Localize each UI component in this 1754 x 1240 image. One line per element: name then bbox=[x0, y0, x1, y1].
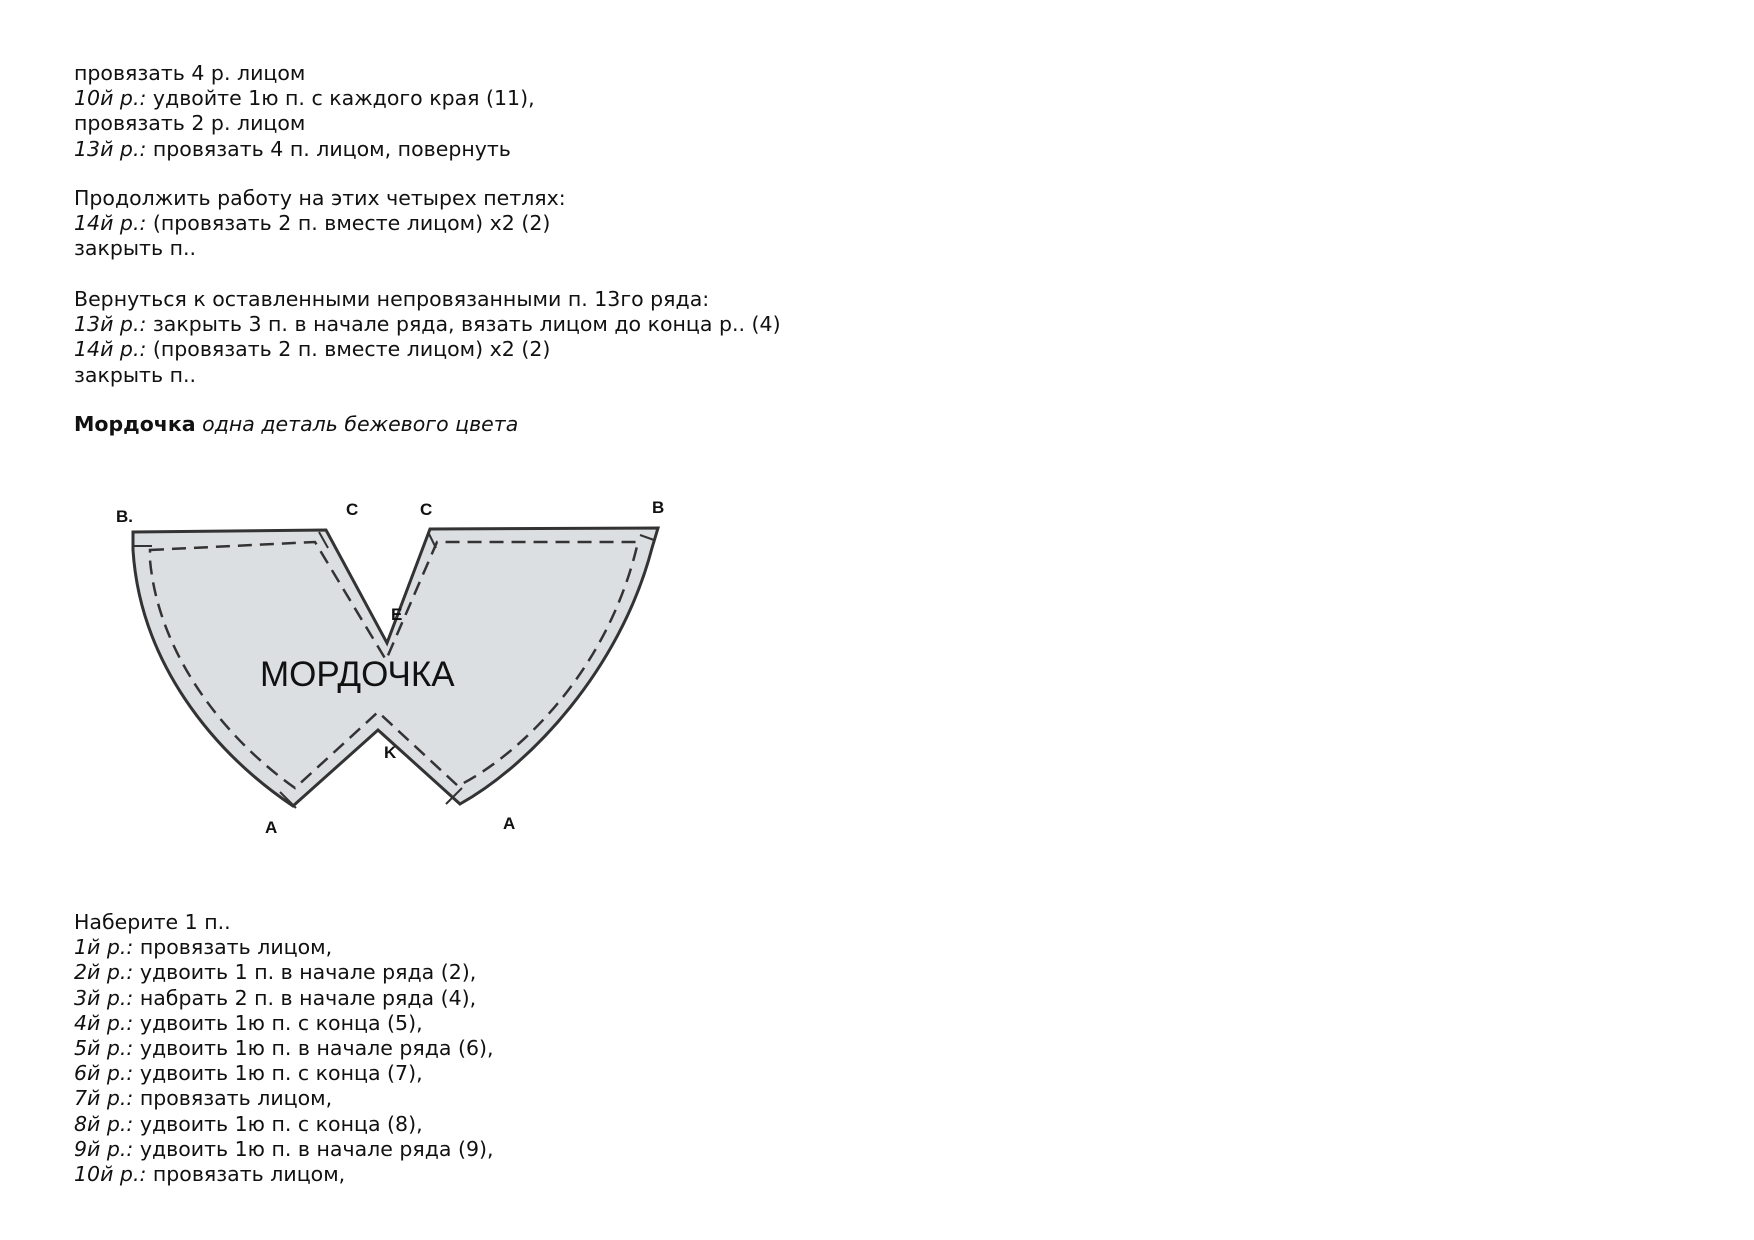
instruction-line bbox=[74, 960, 494, 985]
row-text: закрыть п.. bbox=[74, 236, 197, 261]
instructions-block-4 bbox=[74, 910, 494, 1187]
row-text: провязать 4 р. лицом bbox=[74, 61, 306, 85]
row-lead: 13й р.: bbox=[74, 136, 147, 161]
instruction-line bbox=[74, 337, 781, 362]
heading-title: Мордочка bbox=[74, 412, 196, 436]
row-text: Продолжить работу на этих четырех петлях: bbox=[74, 186, 566, 210]
instruction-line bbox=[74, 61, 535, 86]
row-text: закрыть п.. bbox=[74, 362, 197, 387]
instruction-line bbox=[74, 312, 781, 337]
instruction-line bbox=[74, 137, 535, 162]
row-text: удвоить 1ю п. в начале ряда (9), bbox=[133, 1136, 494, 1161]
row-text: Наберите 1 п.. bbox=[74, 910, 231, 934]
point-label-c-right: C bbox=[420, 500, 433, 519]
instruction-line bbox=[74, 236, 566, 261]
row-lead: 1й р.: bbox=[74, 935, 134, 960]
row-text: провязать лицом, bbox=[146, 1161, 346, 1186]
row-lead: 13й р.: bbox=[74, 312, 147, 337]
row-text: удвоить 1 п. в начале ряда (2), bbox=[133, 960, 477, 985]
instruction-line bbox=[74, 1036, 494, 1061]
row-lead: 10й р.: bbox=[74, 86, 147, 111]
instructions-block-3 bbox=[74, 287, 781, 388]
row-text: удвоить 1ю п. с конца (7), bbox=[133, 1061, 423, 1086]
instruction-line bbox=[74, 910, 494, 935]
section-heading bbox=[74, 412, 518, 437]
row-text: провязать лицом, bbox=[133, 1086, 333, 1111]
point-label-a-left: A bbox=[265, 818, 278, 837]
instruction-line bbox=[74, 186, 566, 211]
row-lead: 14й р.: bbox=[74, 211, 147, 236]
row-lead: 10й р.: bbox=[74, 1161, 147, 1186]
row-text: удвоить 1ю п. в начале ряда (6), bbox=[133, 1035, 494, 1060]
instruction-line bbox=[74, 1011, 494, 1036]
instruction-line bbox=[74, 86, 535, 111]
piece-label: МОРДОЧКА bbox=[260, 655, 455, 694]
row-text: провязать 4 п. лицом, повернуть bbox=[146, 136, 511, 161]
row-text: Вернуться к оставленными непровязанными п. 13го ряда: bbox=[74, 287, 710, 311]
instruction-line bbox=[74, 1061, 494, 1086]
row-text: удвоить 1ю п. с конца (8), bbox=[133, 1111, 423, 1136]
instructions-block-1 bbox=[74, 61, 535, 162]
heading-subtitle: одна деталь бежевого цвета bbox=[202, 412, 519, 436]
row-lead: 9й р.: bbox=[74, 1136, 134, 1161]
pattern-diagram bbox=[100, 490, 700, 860]
row-text: провязать лицом, bbox=[133, 935, 333, 960]
instruction-line bbox=[74, 1137, 494, 1162]
instruction-line bbox=[74, 1112, 494, 1137]
row-lead: 4й р.: bbox=[74, 1010, 134, 1035]
point-label-c-left: C bbox=[346, 500, 359, 519]
point-label-a-right: A bbox=[503, 814, 516, 833]
point-label-k: K bbox=[384, 743, 397, 762]
row-text: удвойте 1ю п. с каждого края (11), bbox=[146, 86, 535, 111]
instruction-line bbox=[74, 211, 566, 236]
row-lead: 8й р.: bbox=[74, 1111, 134, 1136]
instruction-line bbox=[74, 363, 781, 388]
instruction-line bbox=[74, 1086, 494, 1111]
instruction-line bbox=[74, 935, 494, 960]
instruction-line bbox=[74, 1162, 494, 1187]
instructions-block-2 bbox=[74, 186, 566, 262]
pattern-diagram-svg bbox=[100, 490, 700, 860]
row-text: (провязать 2 п. вместе лицом) x2 (2) bbox=[146, 337, 551, 362]
row-text: удвоить 1ю п. с конца (5), bbox=[133, 1010, 423, 1035]
point-label-e: E bbox=[391, 605, 403, 624]
point-label-b-right: B bbox=[652, 498, 665, 517]
row-lead: 3й р.: bbox=[74, 985, 134, 1010]
row-lead: 6й р.: bbox=[74, 1061, 134, 1086]
instruction-line bbox=[74, 986, 494, 1011]
instruction-line bbox=[74, 287, 781, 312]
row-text: набрать 2 п. в начале ряда (4), bbox=[133, 985, 477, 1010]
row-lead: 14й р.: bbox=[74, 337, 147, 362]
row-lead: 7й р.: bbox=[74, 1086, 134, 1111]
heading-line bbox=[74, 412, 518, 437]
point-label-b-left: B. bbox=[116, 507, 133, 526]
row-lead: 5й р.: bbox=[74, 1035, 134, 1060]
row-text: провязать 2 р. лицом bbox=[74, 111, 306, 136]
row-lead: 2й р.: bbox=[74, 960, 134, 985]
row-text: (провязать 2 п. вместе лицом) x2 (2) bbox=[146, 211, 551, 236]
row-text: закрыть 3 п. в начале ряда, вязать лицом до конца р.. (4) bbox=[146, 312, 781, 337]
instruction-line bbox=[74, 111, 535, 136]
